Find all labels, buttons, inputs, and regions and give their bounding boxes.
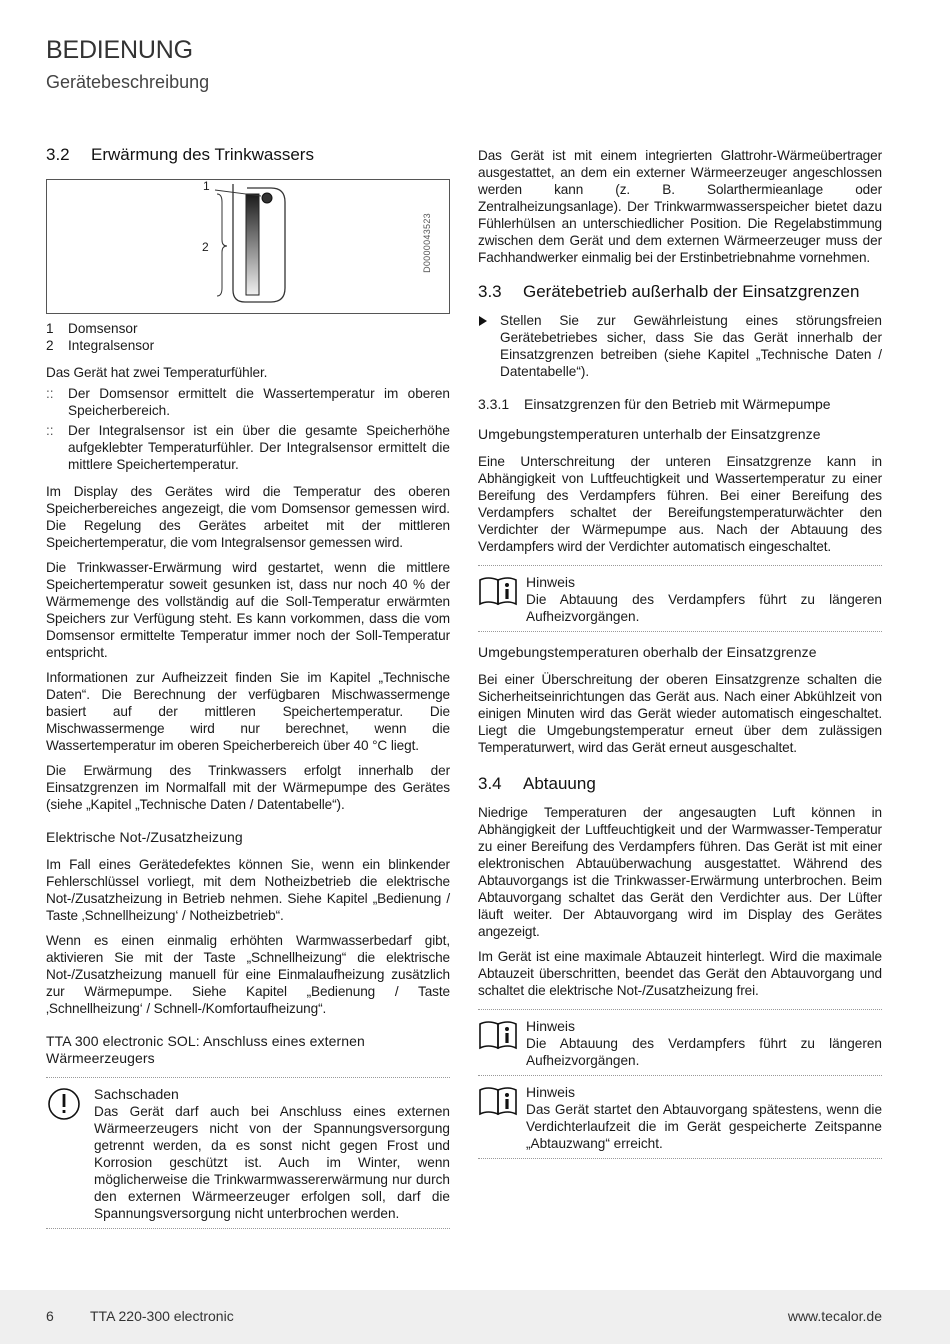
paragraph: Wenn es einen einmalig erhöhten Warmwasserbedarf gibt, aktivieren Sie mit der Taste „Schnellheizung“ die elektrische Not-/Zusatzheizung manuell für eine Einmalaufheizung zusätzlich zur Wärmepumpe. Siehe Kapitel „Bedienung / Taste ‚Schnellheizung‘ / Schnell-/Komfortaufheizung“. [46,933,450,1016]
note-title: Hinweis [526,1018,576,1034]
paragraph: Im Display des Gerätes wird die Temperatur des oberen Speicherbereiches angezeigt, die vom Domsensor gemessen wird. Die Regelung des Gerätes arbeitet mit der mittleren Speichertemperatur, die vom Integralsensor gemessen wird. [46,484,450,550]
info-book-icon [478,1018,526,1069]
section-title: Erwärmung des Trinkwassers [91,145,314,164]
footer-url[interactable]: www.tecalor.de [787,1308,882,1324]
exclamation-circle-icon [46,1086,94,1222]
info-box [478,1009,882,1076]
legend-item: 2 Integralsensor [46,338,155,353]
section-title: Einsatzgrenzen für den Betrieb mit Wärmepumpe [524,396,831,412]
note-text: Die Abtauung des Verdampfers führt zu längeren Aufheizvorgängen. [526,1036,882,1068]
section-heading-3-4 [478,774,882,794]
section-number: 3.2 [46,145,70,164]
page-number: 6 [46,1308,54,1324]
figure-legend [46,320,450,354]
action-item: Stellen Sie zur Gewährleistung eines störungsfreien Gerätebetriebes sicher, dass Sie das Gerät innerhalb der Einsatzgrenzen betreiben (siehe Kapitel „Technische Daten / Datentabelle“). [478,312,882,380]
legend-item: 1 Domsensor [46,321,138,336]
section-heading-3-3 [478,282,882,302]
paragraph: Im Gerät ist eine maximale Abtauzeit hinterlegt. Wird die maximale Abtauzeit überschritten, beendet das Gerät den Abtauvorgang und schaltet die elektrische Not-/Zusatzheizung frei. [478,949,882,998]
info-book-icon [478,1084,526,1152]
info-box [478,565,882,632]
bullet-item: :: Der Domsensor ermittelt die Wassertemperatur im oberen Speicherbereich. [46,386,450,418]
paragraph: Informationen zur Aufheizzeit finden Sie im Kapitel „Technische Daten“. Die Berechnung der verfügbaren Mischwassermenge basiert auf der mittleren Speichertemperatur. Die Mischwassermenge wird nur berechnet, wenn die Wassertemperatur im oberen Speicherbereich über 40 °C liegt. [46,670,450,753]
paragraph: Das Gerät hat zwei Temperaturfühler. [46,365,268,380]
paragraph: Niedrige Temperaturen der angesaugten Luft können in Abhängigkeit der Luftfeuchtigkeit und der Warmwasser-Temperatur zu einer Bereifung des Verdampfers führen. Das Gerät ist mit einer elektronischen Abtauüberwachung ausgestattet. Während des Abtauvorgangs ist die Trinkwasser-Erwärmung unterbrochen. Beim Abtauvorgang schaltet das Gerät den Verdichter aus. Der Lüfter läuft weiter. Der Abtauvorgang wird im Display des Gerätes angezeigt. [478,805,882,939]
paragraph: Im Fall eines Gerätedefektes können Sie, wenn ein blinkender Fehlerschlüssel vorliegt, mit dem Notheizbetrieb die elektrische Not-/Zusatzheizung in Betrieb nehmen. Siehe Kapitel „Bedienung / Taste ‚Schnellheizung‘ / Notheizbetrieb“. [46,857,450,923]
right-column [478,147,882,1171]
bullet-mark: :: [46,386,54,401]
paragraph: Das Gerät ist mit einem integrierten Glattrohr-Wärmeübertrager ausgestattet, an dem ein externer Wärmeerzeuger angeschlossen werden kann (z. B. Solarthermieanlage oder Zentralheizungsanlage). Der Trinkwarmwasserspeicher bietet dazu Fühlerhülsen an unterschiedlicher Position. Die Regelabstimmung zwischen dem Gerät und dem externen Wärmeerzeuger muss der Fachhandwerker einmalig bei der Erstinbetriebnahme vornehmen. [478,148,882,265]
figure-label-1: 1 [203,179,210,193]
info-book-icon [478,574,526,625]
figure-label-2: 2 [202,240,209,254]
section-title: Abtauung [523,774,596,793]
note-title: Hinweis [526,1084,576,1100]
section-number: 3.3.1 [478,396,510,412]
section-title: Gerätebetrieb außerhalb der Einsatzgrenzen [523,282,860,301]
note-text: Das Gerät startet den Abtauvorgang spätestens, wenn die Verdichterlaufzeit die im Gerät gespeicherte Zeitspanne „Abtauzwang“ erreicht. [526,1102,882,1151]
paragraph: Bei einer Überschreitung der oberen Einsatzgrenze schalten die Sicherheitseinrichtungen das Gerät aus. Nach einer Abkühlzeit von einigen Minuten wird das Gerät wieder automatisch eingeschaltet. Liegt die Umgebungstemperatur erneut über dem zulässigen Temperaturwert, wird das Gerät erneut ausgeschaltet. [478,672,882,755]
triangle-right-icon [478,312,500,380]
warning-title: Sachschaden [94,1086,179,1102]
left-column [46,145,450,1241]
sensor-figure [46,179,450,314]
page-subtitle: Gerätebeschreibung [46,72,210,92]
info-box [478,1076,882,1159]
warning-text: Das Gerät darf auch bei Anschluss eines externen Wärmeerzeugers nicht von der Spannungsversorgung getrennt werden, da es sonst nicht gegen Frost und Korrosion geschützt ist. Auch im Winter, wenn möglicherweise die Trinkwarmwassererwärmung nur durch den externen Wärmeerzeuger erfolgen soll, darf die Spannungsversorgung nicht unterbrochen werden. [94,1104,450,1221]
footer-model: TTA 220-300 electronic [90,1308,234,1324]
subheading-unterhalb: Umgebungstemperaturen unterhalb der Einsatzgrenze [478,426,821,442]
section-heading-3-2 [46,145,450,165]
paragraph: Die Erwärmung des Trinkwassers erfolgt innerhalb der Einsatzgrenzen im Normalfall mit der Wärmepumpe des Gerätes (siehe „Kapitel „Technische Daten / Datentabelle“). [46,763,450,812]
section-heading-3-3-1 [478,396,882,412]
bullet-mark: :: [46,423,54,438]
paragraph: Eine Unterschreitung der unteren Einsatzgrenze kann in Abhängigkeit von Luftfeuchtigkeit und Wassertemperatur zu einer Bereifung des Verdampfers führen. Bei einer Bereifung des Verdampfers schaltet der Bereifungstemperaturwächter den Verdichter der Wärmepumpe aus. Nach der Abtauung des Verdampfers wird der Verdichter automatisch eingeschaltet. [478,454,882,554]
section-number: 3.3 [478,282,502,301]
subheading-oberhalb: Umgebungstemperaturen oberhalb der Einsatzgrenze [478,644,817,660]
warning-box [46,1077,450,1229]
note-title: Hinweis [526,574,576,590]
section-number: 3.4 [478,774,502,793]
page-footer [0,1290,950,1344]
note-text: Die Abtauung des Verdampfers führt zu längeren Aufheizvorgängen. [526,592,882,624]
subheading-tta-sol: TTA 300 electronic SOL: Anschluss eines externen Wärmeerzeugers [46,1033,365,1066]
bullet-item: :: Der Integralsensor ist ein über die gesamte Speicherhöhe aufgeklebter Temperaturfühler. Der Integralsensor ermittelt die mittlere Speichertemperatur. [46,423,450,472]
page-title: BEDIENUNG [46,36,193,64]
subheading-notheizung: Elektrische Not-/Zusatzheizung [46,829,243,845]
figure-code: D0000043523 [421,213,432,273]
paragraph: Die Trinkwasser-Erwärmung wird gestartet, wenn die mittlere Speichertemperatur soweit gesunken ist, dass nur noch 40 % der Wärmemenge des vollständig auf die Soll-Temperatur erwärmten Speichers zur Verfügung steht. Es kann vorkommen, dass die vom Domsensor ermittelte Temperatur immer noch der Soll-Temperatur entspricht. [46,560,450,660]
tank-sensor-diagram [47,180,449,313]
